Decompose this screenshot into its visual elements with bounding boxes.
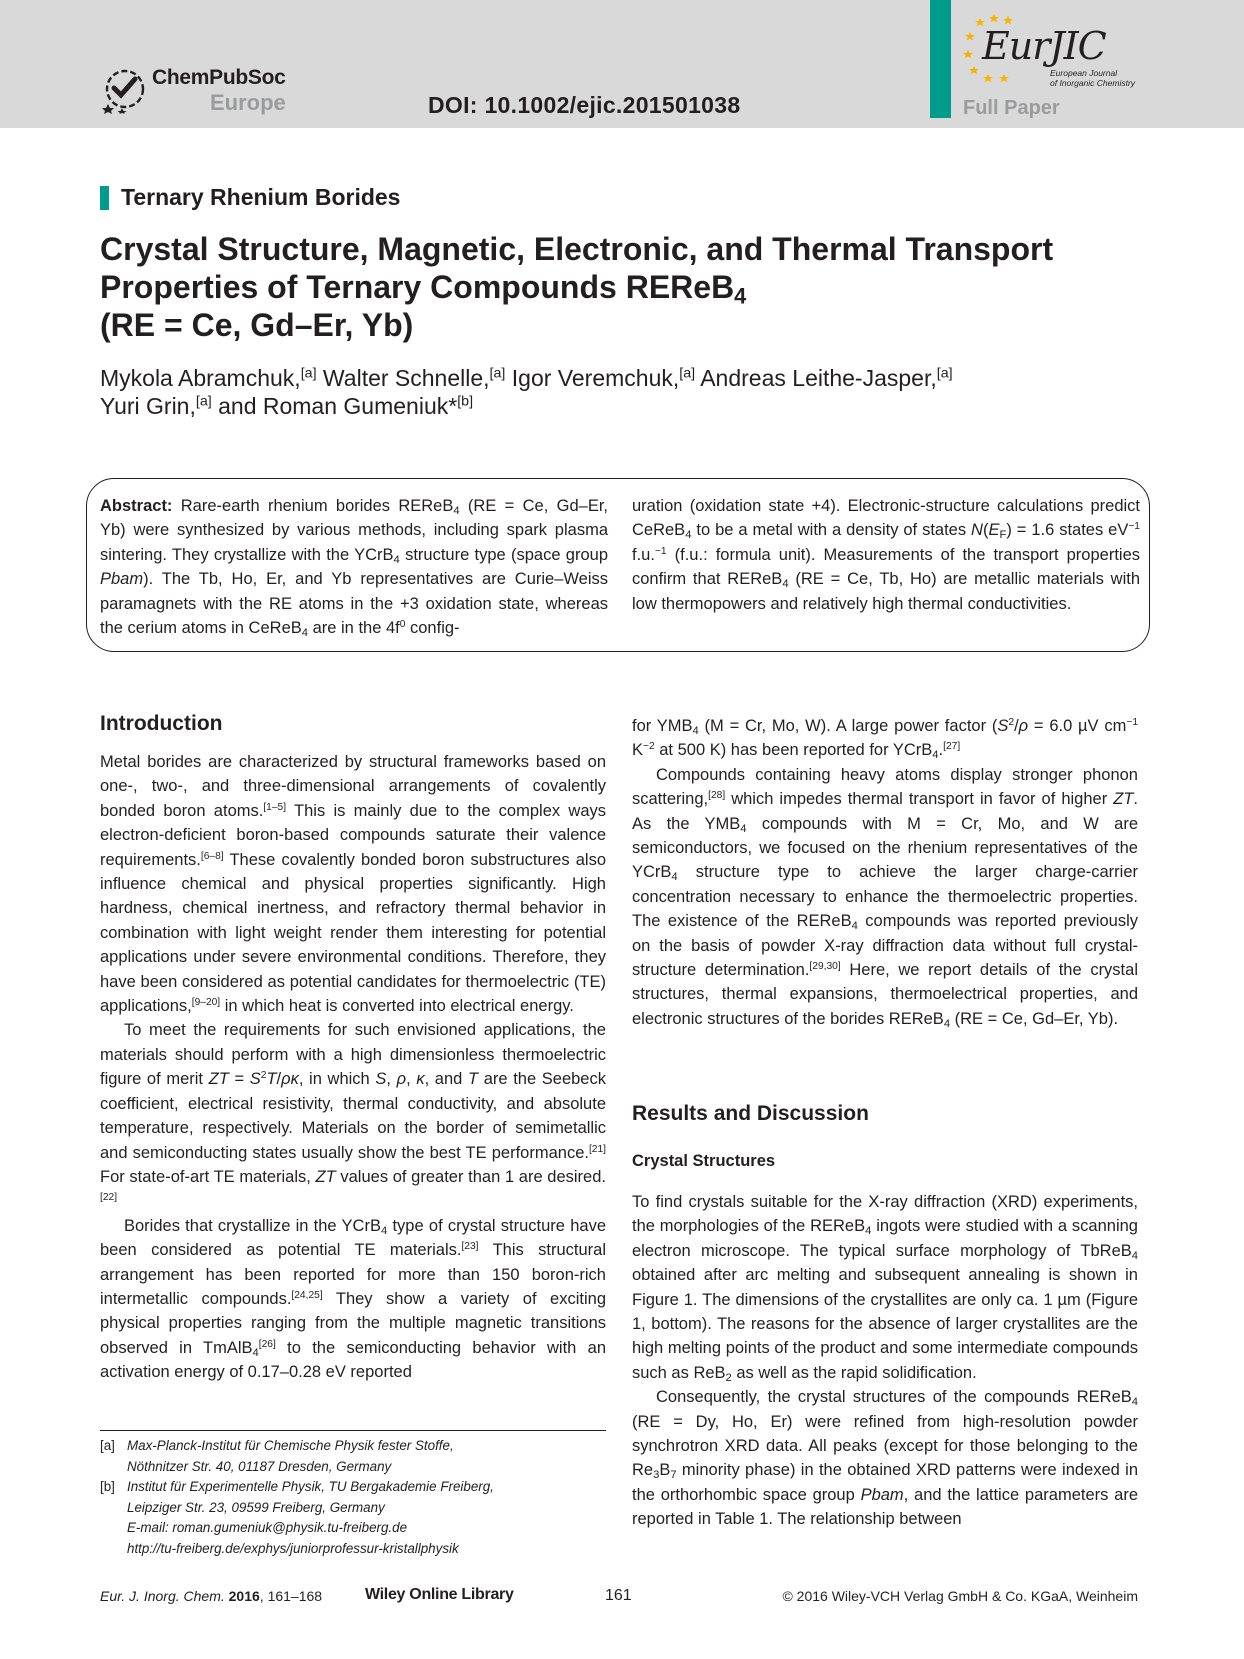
introduction-text-continued [632,714,1138,1031]
journal-logo-accent: JIC [1049,24,1106,68]
article-section: Ternary Rhenium Borides [121,184,401,210]
abstract-text-left: Abstract: Rare-earth rhenium borides REReB$_4$ (RE = Ce, Gd–Er, Yb) were synthesized by various methods, including spark plasma sintering. They crystallize with the YCrB$_4$ structure type (space group Pbam). The Tb, Ho, Er, and Yb representatives are Curie–Weiss paramagnets with the RE atoms in the +3 oxidation state, whereas the cerium atoms in CeReB$_4$ are in the $4f^0$ config- [100,497,608,639]
introduction-text [100,750,606,1385]
accent-bar [930,0,951,118]
heading-results-and-discussion: Results and Discussion [632,1102,869,1125]
abstract-label: Abstract: [100,497,173,515]
article-doi: DOI: 10.1002/ejic.201501038 [428,92,741,118]
section-marker [100,186,109,210]
journal-logo-text [982,24,1106,68]
journal-logo-subtitle [1050,68,1135,88]
footnote-b: [b] Institut für Experimentelle Physik, TU Bergakademie Freiberg, Leipziger Str. 23, 09599 Freiberg, Germany E-mail: roman.gumeniuk@physik.tu-freiberg.de http://tu-freiberg.de/exphys/juniorprofessur-kristallphysik [100,1479,494,1556]
subheading-crystal-structures: Crystal Structures [632,1152,776,1170]
wiley-online-library-link[interactable]: Wiley Online Library [365,1586,514,1603]
publisher-region: Europe [210,90,286,115]
publisher-name: ChemPubSoc [152,66,286,89]
page-number: 161 [605,1587,632,1604]
footer-citation [100,1588,322,1604]
footer-journal-name: Eur. J. Inorg. Chem. [100,1588,225,1604]
article-type: Full Paper [963,97,1060,119]
paragraph: To meet the requirements for such envisioned applications, the materials should perform with a high dimensionless thermoelectric figure of merit ZT = $S^2T/\rho\kappa$, in which S, ρ, κ, and T are the Seebeck coefficient, electrical resistivity, thermal conductivity, and absolute temperature, respectively. Materials on the border of semimetallic and semiconducting states usually show the best TE performance.[21] For state-of-art TE materials, ZT values of greater than 1 are desired.[22] [100,1021,606,1204]
paragraph: Borides that crystallize in the YCrB$_4$ type of crystal structure have been considered as potential TE materials.[23] This structural arrangement has been reported for more than 150 boron-rich intermetallic compounds.[24,25] They show a variety of exciting physical properties ranging from the multiple magnetic transitions observed in TmAlB$_4$[26] to the semiconducting behavior with an activation energy of 0.17–0.28 eV reported [100,1216,606,1382]
journal-logo-main: Eur [982,24,1050,68]
journal-logo-sub-line-1: European Journal [1050,68,1118,78]
paragraph: To find crystals suitable for the X-ray diffraction (XRD) experiments, the morphologies of the REReB$_4$ ingots were studied with a scanning electron microscope. The typical surface morphology of TbReB$_4$ obtained after arc melting and subsequent annealing is shown in Figure 1. The dimensions of the crystallites are only ca. 1 µm (Figure 1, bottom). The reasons for the absence of larger crystallites are the high melting points of the product and some intermediate compounds such as ReB$_2$ as well as the rapid solidification. [632,1193,1138,1384]
paragraph: Consequently, the crystal structures of the compounds REReB$_4$ (RE = Dy, Ho, Er) were refined from high-resolution powder synchrotron XRD data. All peaks (except for those belonging to the $Re_3B_7$ minority phase) in the obtained XRD patterns were indexed in the orthorhombic space group Pbam, and the lattice parameters are reported in Table 1. The relationship between [632,1388,1138,1529]
author-email[interactable]: E-mail: roman.gumeniuk@physik.tu-freiberg.de [127,1520,408,1535]
journal-logo-sub-line-2: of Inorganic Chemistry [1050,78,1136,88]
affiliation-footnotes [100,1436,606,1559]
heading-introduction: Introduction [100,712,223,735]
footer-year: 2016 [228,1588,260,1604]
crystal-structures-text [632,1190,1138,1532]
copyright-notice: © 2016 Wiley-VCH Verlag GmbH & Co. KGaA, Weinheim [782,1588,1138,1604]
paragraph: Metal borides are characterized by structural frameworks based on one-, two-, and three-dimensional arrangements of covalently bonded boron atoms.[1–5] This is mainly due to the complex ways electron-deficient boron-based compounds saturate their valence requirements.[6–8] These covalently bonded boron substructures also influence chemical and physical properties significantly. High hardness, chemical inertness, and refractory thermal behavior in combination with light weight render them interesting for potential applications under severe environmental conditions. Therefore, they have been considered as potential candidates for thermoelectric (TE) applications,[9–20] in which heat is converted into electrical energy. [100,753,606,1016]
chempubsoc-emblem-icon [100,64,150,114]
abstract-text-right: uration (oxidation state +4). Electronic-structure calculations predict CeReB$_4$ to be a metal with a density of states $N(E_F) = 1.6$ states $eV^{-1}$ f.u.$^{-1}$ (f.u.: formula unit). Measurements of the transport properties confirm that REReB$_4$ (RE = Ce, Tb, Ho) are metallic materials with low thermopowers and relatively high thermal conductivities. [632,497,1140,613]
footer-pages: , 161–168 [259,1588,323,1604]
footnote-divider [100,1430,606,1431]
author-homepage-link[interactable]: http://tu-freiberg.de/exphys/juniorprofessur-kristallphysik [127,1540,459,1556]
article-authors: Mykola Abramchuk,[a] Walter Schnelle,[a] Igor Veremchuk,[a] Andreas Leithe-Jasper,[a] Yuri Grin,[a] and Roman Gumeniuk*[b] [100,365,953,419]
paragraph: Compounds containing heavy atoms display stronger phonon scattering,[28] which impedes thermal transport in favor of higher ZT. As the $YMB_4$ compounds with M = Cr, Mo, and W are semiconductors, we focused on the rhenium representatives of the YCrB$_4$ structure type to achieve the larger charge-carrier concentration necessary to enhance the thermoelectric properties. The existence of the REReB$_4$ compounds was reported previously on the basis of powder X-ray diffraction data without full crystal-structure determination.[29,30] Here, we report details of the crystal structures, thermal expansions, thermoelectrical properties, and electronic structures of the borides REReB$_4$ (RE = Ce, Gd–Er, Yb). [632,765,1138,1030]
footnote-a: [a] Max-Planck-Institut für Chemische Physik fester Stoffe, Nöthnitzer Str. 40, 01187 Dresden, Germany [100,1438,454,1474]
eurjic-logo [960,10,1160,90]
chempubsoc-logo [100,64,300,120]
article-title: Crystal Structure, Magnetic, Electronic, and Thermal Transport Properties of Ternary Compounds REReB$_4$ (RE = Ce, Gd–Er, Yb) [100,231,1054,343]
paragraph: for $YMB_4$ (M = Cr, Mo, W). A large power factor ($S^2/\rho = 6.0$ µV $cm^{-1}$ $K^{-2}$ at 500 K) has been reported for YCrB$_4$.[27] [632,716,1139,762]
